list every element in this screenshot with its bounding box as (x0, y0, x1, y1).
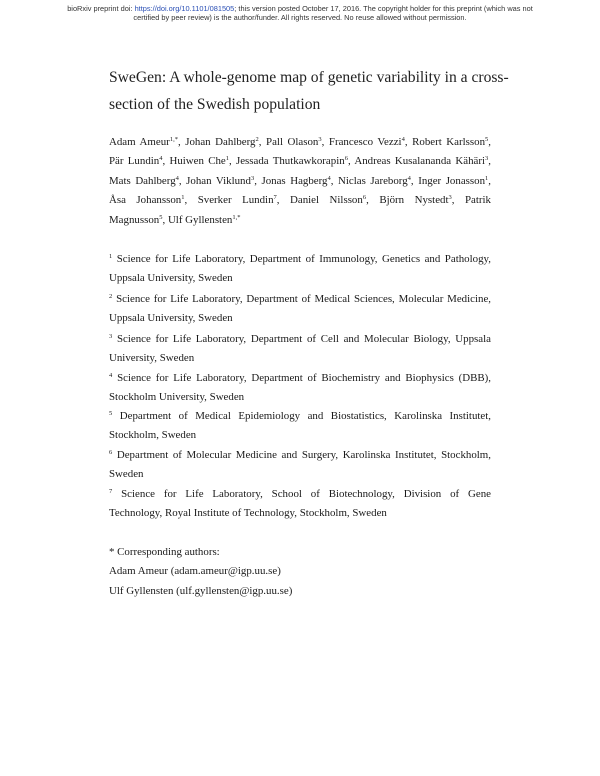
author-separator: , (184, 194, 198, 207)
affiliation-number: 6 (109, 449, 113, 456)
author-line (109, 191, 491, 210)
affiliation-line (109, 504, 491, 523)
author-name: Niclas Jareborg (338, 174, 408, 187)
author-name: Pall Olason (266, 136, 319, 148)
affiliation-text: Stockholm, Sweden (109, 429, 197, 442)
paper-title (109, 64, 509, 118)
affiliation-text: Uppsala University, Sweden (109, 312, 233, 325)
author-affiliation-marker: 5 (485, 136, 489, 143)
author-affiliation-marker: 3 (448, 194, 452, 202)
author-separator: , (162, 155, 170, 168)
author-name: Sverker Lundin (197, 194, 274, 207)
author-line (109, 172, 491, 191)
author-separator: , (229, 155, 236, 168)
author-affiliation-marker: 2 (255, 136, 259, 143)
author-affiliation-marker: 1 (485, 174, 489, 182)
author-separator: , (451, 194, 465, 207)
affiliation-line (109, 485, 491, 504)
author-line (109, 152, 491, 171)
author-affiliation-marker: 5 (159, 213, 163, 221)
author-name: Huiwen Che (169, 155, 226, 168)
author-name: Pär Lundin (109, 155, 160, 168)
corresponding-heading: * Corresponding authors: (109, 546, 220, 558)
affiliation-line (109, 426, 491, 445)
affiliation-number: 1 (109, 253, 113, 260)
author-affiliation-marker: 3 (485, 155, 489, 163)
author-affiliation-marker: 6 (362, 194, 367, 202)
affiliation-line (109, 369, 491, 388)
author-separator: , (177, 136, 186, 148)
author-affiliation-marker: 1 (181, 194, 185, 202)
affiliation-line (109, 349, 491, 368)
affiliation-text: Science for Life Laboratory, School of Biotechnology, Division of Gene (121, 488, 491, 500)
author-affiliation-marker: 4 (159, 155, 163, 163)
author-affiliation-marker: 1,* (169, 136, 178, 143)
affiliation-text: Department of Medical Epidemiology and Biostatistics, Karolinska Institutet, (119, 410, 491, 422)
affiliation-line (109, 250, 491, 269)
author-separator: , (488, 136, 492, 148)
affiliation-line (109, 407, 491, 426)
author-affiliation-marker: 4 (175, 174, 179, 182)
author-name: Johan Viklund (186, 174, 251, 187)
author-line (109, 211, 491, 230)
preprint-line1-rest: ; this version posted October 17, 2016. The copyright holder for this preprint (which was not (234, 4, 533, 13)
affiliation-text: Science for Life Laboratory, Department of Immunology, Genetics and Pathology, (116, 253, 491, 265)
affiliation-text: Science for Life Laboratory, Department of Medical Sciences, Molecular Medicine, (116, 293, 491, 305)
author-name: Francesco Vezzi (328, 136, 402, 148)
author-name: Ulf Gyllensten (167, 213, 233, 226)
author-affiliation-marker: 4 (407, 174, 411, 182)
affiliation-line (109, 446, 491, 465)
author-name: Björn Nystedt (379, 194, 449, 207)
affiliation-number: 5 (109, 410, 113, 417)
affiliation-number: 3 (109, 333, 113, 340)
preprint-line-2: certified by peer review) is the author/funder. All rights reserved. No reuse allowed without permission. (133, 13, 467, 22)
affiliation-text: Department of Molecular Medicine and Surgery, Karolinska Institutet, Stockholm, (116, 449, 491, 461)
affiliation (109, 369, 491, 408)
author-name: Johan Dahlberg (185, 136, 256, 148)
author-separator: , (347, 155, 355, 168)
author-name: Andreas Kusalananda Kähäri (354, 155, 486, 168)
author-name: Magnusson (109, 213, 160, 226)
author-affiliation-marker: 4 (401, 136, 405, 143)
author-affiliation-marker: 4 (327, 174, 331, 182)
affiliation-number: 7 (109, 488, 113, 495)
author-name: Robert Karlsson (412, 136, 486, 148)
title-line-1: SweGen: A whole-genome map of genetic variability in a cross- (109, 69, 509, 86)
author-separator: , (330, 174, 339, 187)
preprint-line-1 (0, 4, 600, 13)
affiliation (109, 290, 491, 329)
author-affiliation-marker: 6 (344, 155, 348, 163)
affiliation-line (109, 269, 491, 288)
author-name: Patrik (464, 194, 491, 207)
affiliation-line (109, 465, 491, 484)
author-name: Jonas Hagberg (261, 174, 328, 187)
author-name: Åsa Johansson (109, 194, 182, 207)
author-separator: , (178, 174, 187, 187)
author-separator: , (404, 136, 413, 148)
author-separator: , (254, 174, 262, 187)
affiliation-line (109, 388, 491, 407)
author-name: Jessada Thutkawkorapin (235, 155, 345, 168)
author-separator: , (276, 194, 291, 207)
affiliation-text: Science for Life Laboratory, Department of Cell and Molecular Biology, Uppsala (116, 333, 491, 345)
corresponding-authors (109, 543, 491, 601)
author-name: Mats Dahlberg (109, 174, 176, 187)
author-name: Inger Jonasson (418, 174, 486, 187)
author-list (109, 133, 491, 230)
affiliation (109, 330, 491, 369)
corresponding-contact: Adam Ameur (adam.ameur@igp.uu.se) (109, 565, 281, 578)
affiliation-line (109, 330, 491, 349)
title-line-2: section of the Swedish population (109, 96, 321, 113)
author-separator: , (321, 136, 329, 148)
author-affiliation-marker: 3 (250, 174, 255, 182)
author-line (109, 133, 491, 152)
author-name: Daniel Nilsson (290, 194, 363, 207)
affiliation-number: 4 (109, 372, 113, 379)
affiliation-line (109, 309, 491, 328)
author-affiliation-marker: 1 (225, 155, 229, 163)
affiliation-line (109, 290, 491, 309)
doi-link[interactable]: https://doi.org/10.1101/081505 (134, 4, 235, 13)
author-separator: , (366, 194, 380, 207)
affiliation (109, 250, 491, 289)
author-affiliation-marker: 7 (273, 194, 277, 202)
affiliation-text: Stockholm University, Sweden (109, 391, 245, 404)
preprint-prefix: bioRxiv preprint doi: (67, 4, 135, 13)
affiliation (109, 407, 491, 446)
affiliation-text: University, Sweden (109, 352, 195, 365)
affiliation-text: Uppsala University, Sweden (109, 272, 233, 285)
author-affiliation-marker: 3 (318, 136, 322, 143)
author-separator: , (488, 174, 492, 187)
author-separator: , (258, 136, 267, 148)
author-separator: , (488, 155, 491, 168)
affiliation-text: Science for Life Laboratory, Department of Biochemistry and Biophysics (DBB), (117, 372, 491, 384)
affiliation (109, 446, 491, 485)
affiliation (109, 485, 491, 524)
affiliation-number: 2 (109, 293, 113, 300)
corresponding-contact: Ulf Gyllensten (ulf.gyllensten@igp.uu.se) (109, 584, 293, 597)
preprint-notice (0, 4, 600, 22)
author-affiliation-marker: 1,* (232, 213, 241, 221)
affiliation-text: Sweden (109, 468, 144, 481)
author-separator: , (410, 174, 419, 187)
author-name: Adam Ameur (109, 136, 170, 148)
author-separator: , (162, 213, 168, 226)
affiliation-text: Technology, Royal Institute of Technology, Stockholm, Sweden (109, 507, 387, 520)
